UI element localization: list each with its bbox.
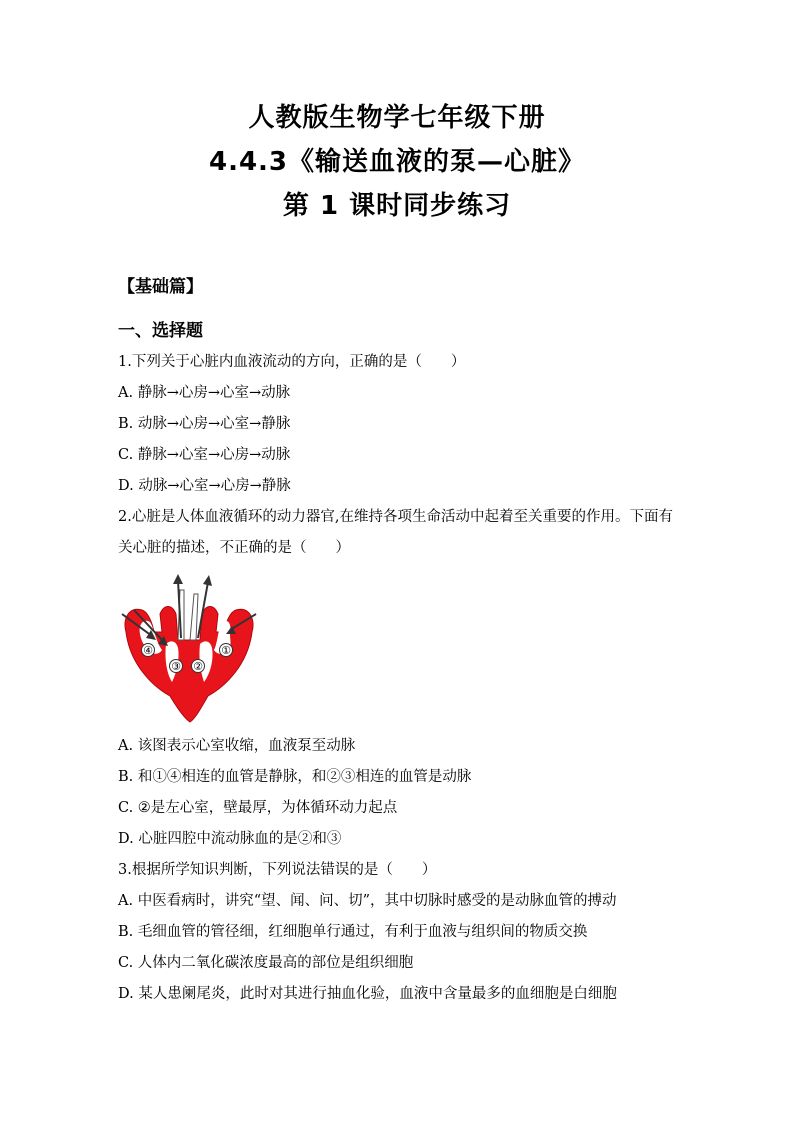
q3-option-c: C. 人体内二氧化碳浓度最高的部位是组织细胞: [118, 955, 414, 971]
q1-option-d: D. 动脉→心室→心房→静脉: [118, 478, 291, 494]
q3-option-a: A. 中医看病时，讲究“望、闻、问、切”，其中切脉时感受的是动脉血管的搏动: [118, 893, 617, 909]
document-title: [0, 96, 794, 228]
label-3: ③: [171, 660, 181, 673]
q1-option-a: A. 静脉→心房→心室→动脉: [118, 385, 291, 401]
label-4: ④: [143, 644, 153, 657]
q2-option-a: A. 该图表示心室收缩，血液泵至动脉: [118, 738, 356, 754]
label-2: ②: [193, 660, 203, 673]
q2-option-d: D. 心脏四腔中流动脉血的是②和③: [118, 831, 342, 847]
q3-option-b: B. 毛细血管的管径细，红细胞单行通过，有利于血液与组织间的物质交换: [118, 924, 588, 940]
q3-stem: 3.根据所学知识判断，下列说法错误的是（ ）: [118, 862, 437, 878]
title-line-3: 第 1 课时同步练习: [282, 191, 512, 221]
q1-stem: 1.下列关于心脏内血液流动的方向，正确的是（ ）: [118, 354, 466, 370]
q1-option-c: C. 静脉→心室→心房→动脉: [118, 447, 291, 463]
section-heading: 【基础篇】: [118, 277, 203, 297]
part-heading: 一、选择题: [118, 321, 203, 341]
q2-option-c: C. ②是左心室，壁最厚，为体循环动力起点: [118, 800, 398, 816]
q3-option-d: D. 某人患阑尾炎，此时对其进行抽血化验，血液中含量最多的血细胞是白细胞: [118, 986, 617, 1002]
title-line-2: 4.4.3《输送血液的泵—心脏》: [208, 147, 586, 177]
q2-option-b: B. 和①④相连的血管是静脉，和②③相连的血管是动脉: [118, 769, 472, 785]
heart-diagram: [118, 570, 260, 726]
q2-stem: 2.心脏是人体血液循环的动力器官,在维持各项生命活动中起着至关重要的作用。下面有关心脏的描述，不正确的是（ ）: [118, 509, 673, 556]
label-1: ①: [221, 644, 231, 657]
title-line-1: 人教版生物学七年级下册: [248, 103, 546, 133]
q1-option-b: B. 动脉→心房→心室→静脉: [118, 416, 291, 432]
